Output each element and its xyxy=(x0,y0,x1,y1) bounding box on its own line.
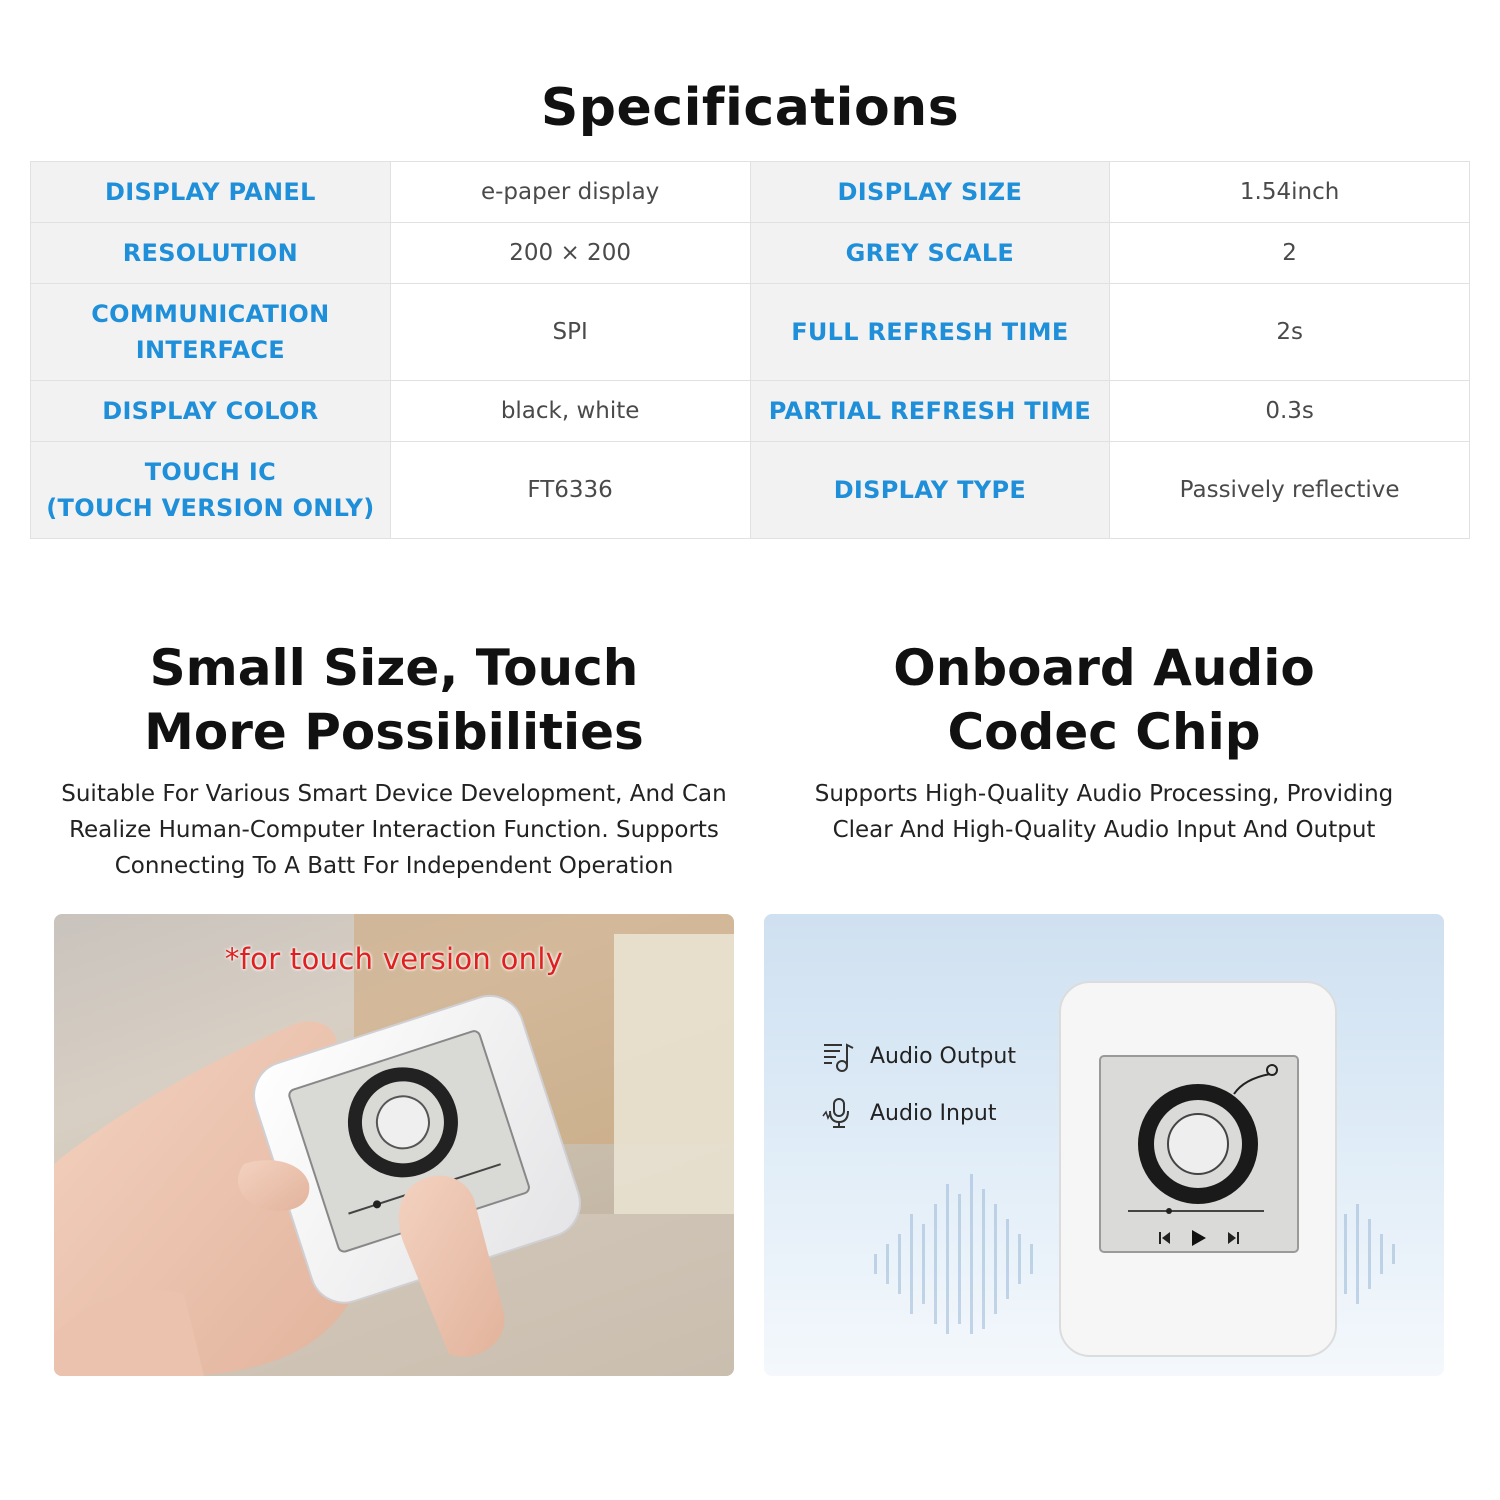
table-row xyxy=(31,381,1470,442)
touch-device-photo xyxy=(54,914,734,1376)
table-row xyxy=(31,223,1470,284)
left-feature-title xyxy=(34,636,754,764)
spec-key: DISPLAY TYPE xyxy=(750,442,1110,539)
spec-value: 0.3s xyxy=(1110,381,1470,442)
spec-value: SPI xyxy=(390,284,750,381)
spec-key-line: COMMUNICATION xyxy=(91,300,330,328)
specifications-title: Specifications xyxy=(540,78,960,138)
spec-value: 2 xyxy=(1110,223,1470,284)
hand-holding-device-illustration xyxy=(54,914,734,1376)
spec-value: black, white xyxy=(390,381,750,442)
description-line: Suitable For Various Smart Device Development, And Can xyxy=(61,781,727,807)
description-line: Realize Human-Computer Interaction Function. Supports xyxy=(69,817,719,843)
title-line: Onboard Audio xyxy=(893,639,1315,697)
microphone-icon xyxy=(822,1096,856,1130)
spec-key: FULL REFRESH TIME xyxy=(750,284,1110,381)
right-feature-title xyxy=(744,636,1464,764)
audio-device-photo xyxy=(764,914,1444,1376)
spec-key xyxy=(31,284,391,381)
audio-output-icon xyxy=(822,1039,856,1073)
right-feature-description xyxy=(744,776,1464,848)
audio-output-label: Audio Output xyxy=(870,1043,1016,1069)
spec-key: RESOLUTION xyxy=(31,223,391,284)
spec-value: e-paper display xyxy=(390,162,750,223)
spec-value: 1.54inch xyxy=(1110,162,1470,223)
description-line: Supports High-Quality Audio Processing, Providing xyxy=(814,781,1394,807)
description-line: Connecting To A Batt For Independent Operation xyxy=(114,853,674,879)
audio-waveform-decoration xyxy=(764,914,1444,1376)
spec-key-line: TOUCH IC xyxy=(144,458,276,486)
spec-value: FT6336 xyxy=(390,442,750,539)
spec-key: DISPLAY PANEL xyxy=(31,162,391,223)
table-row xyxy=(31,284,1470,381)
description-line: Clear And High-Quality Audio Input And Output xyxy=(832,817,1376,843)
spec-key: DISPLAY COLOR xyxy=(31,381,391,442)
spec-key: PARTIAL REFRESH TIME xyxy=(750,381,1110,442)
specifications-table xyxy=(30,161,1470,539)
touch-version-note: *for touch version only xyxy=(224,942,564,976)
table-row xyxy=(31,162,1470,223)
spec-value: 2s xyxy=(1110,284,1470,381)
title-line: Codec Chip xyxy=(947,703,1261,761)
spec-key: GREY SCALE xyxy=(750,223,1110,284)
audio-input-legend xyxy=(822,1095,997,1131)
spec-value: 200 × 200 xyxy=(390,223,750,284)
title-line: Small Size, Touch xyxy=(149,639,639,697)
spec-key-line: (TOUCH VERSION ONLY) xyxy=(46,494,375,522)
spec-value: Passively reflective xyxy=(1110,442,1470,539)
audio-input-label: Audio Input xyxy=(870,1100,997,1126)
title-line: More Possibilities xyxy=(144,703,644,761)
spec-key xyxy=(31,442,391,539)
spec-key: DISPLAY SIZE xyxy=(750,162,1110,223)
left-feature-description xyxy=(34,776,754,884)
spec-key-line: INTERFACE xyxy=(135,336,285,364)
table-row xyxy=(31,442,1470,539)
audio-output-legend xyxy=(822,1038,1016,1074)
